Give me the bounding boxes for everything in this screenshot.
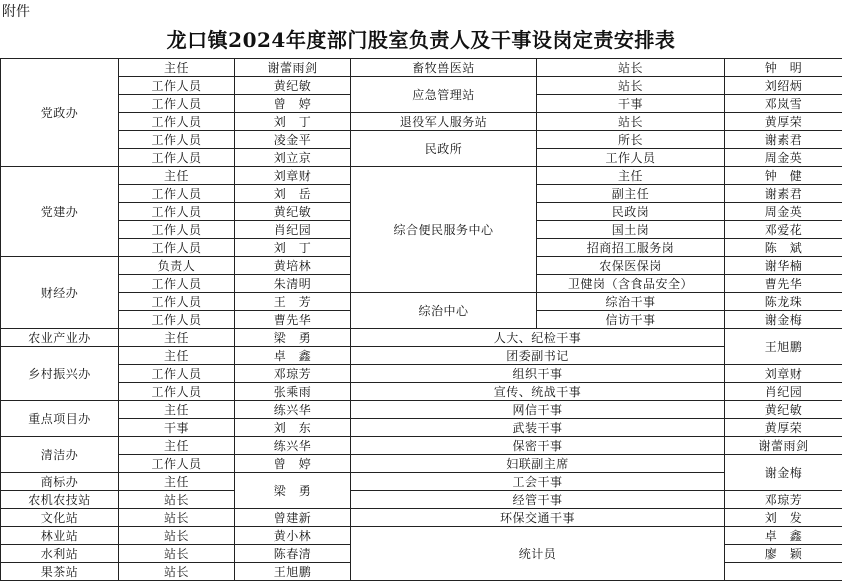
dept-cell: 水利站 bbox=[1, 545, 119, 563]
post-cell: 国土岗 bbox=[537, 221, 725, 239]
table-row bbox=[1, 131, 842, 149]
table-row bbox=[1, 59, 842, 77]
post-cell: 工会干事 bbox=[351, 473, 725, 491]
person-cell: 卓 鑫 bbox=[725, 527, 842, 545]
person-cell: 周金英 bbox=[725, 149, 842, 167]
post-cell: 综治干事 bbox=[537, 293, 725, 311]
role-cell: 站长 bbox=[119, 545, 235, 563]
person-cell: 谢华楠 bbox=[725, 257, 842, 275]
person-cell: 陈 斌 bbox=[725, 239, 842, 257]
post-cell: 保密干事 bbox=[351, 437, 725, 455]
unit-cell: 综治中心 bbox=[351, 293, 537, 329]
unit-cell: 畜牧兽医站 bbox=[351, 59, 537, 77]
post-cell: 宣传、统战干事 bbox=[351, 383, 725, 401]
person-cell bbox=[725, 563, 842, 581]
role-cell: 工作人员 bbox=[119, 275, 235, 293]
post-cell: 干事 bbox=[537, 95, 725, 113]
person-cell: 陈龙珠 bbox=[725, 293, 842, 311]
role-cell: 工作人员 bbox=[119, 383, 235, 401]
role-cell: 工作人员 bbox=[119, 185, 235, 203]
role-cell: 站长 bbox=[119, 491, 235, 509]
person-cell: 肖纪园 bbox=[235, 221, 351, 239]
role-cell: 工作人员 bbox=[119, 95, 235, 113]
person-cell: 曹先华 bbox=[725, 275, 842, 293]
table-row bbox=[1, 491, 842, 509]
role-cell: 工作人员 bbox=[119, 113, 235, 131]
person-cell: 刘 丁 bbox=[235, 113, 351, 131]
person-cell: 王旭鹏 bbox=[725, 329, 842, 365]
dept-cell: 农业产业办 bbox=[1, 329, 119, 347]
table-row bbox=[1, 329, 842, 347]
person-cell: 邓爱花 bbox=[725, 221, 842, 239]
page-title: 龙口镇2024年度部门股室负责人及干事设岗定责安排表 bbox=[0, 22, 842, 58]
post-cell: 统计员 bbox=[351, 527, 725, 581]
person-cell: 黄厚荣 bbox=[725, 419, 842, 437]
person-cell: 黄纪敏 bbox=[235, 77, 351, 95]
table-row bbox=[1, 113, 842, 131]
post-cell: 武装干事 bbox=[351, 419, 725, 437]
role-cell: 主任 bbox=[119, 347, 235, 365]
role-cell: 站长 bbox=[119, 563, 235, 581]
dept-cell: 农机农技站 bbox=[1, 491, 119, 509]
dept-cell: 党政办 bbox=[1, 59, 119, 167]
person-cell: 邓琼芳 bbox=[725, 491, 842, 509]
table-row bbox=[1, 437, 842, 455]
person-cell: 刘章财 bbox=[235, 167, 351, 185]
unit-cell: 民政所 bbox=[351, 131, 537, 167]
person-cell: 刘 东 bbox=[235, 419, 351, 437]
table-row bbox=[1, 365, 842, 383]
unit-cell: 退役军人服务站 bbox=[351, 113, 537, 131]
person-cell: 谢蕾雨剑 bbox=[235, 59, 351, 77]
person-cell: 王旭鹏 bbox=[235, 563, 351, 581]
post-cell: 招商招工服务岗 bbox=[537, 239, 725, 257]
person-cell: 谢素君 bbox=[725, 131, 842, 149]
post-cell: 卫健岗（含食品安全） bbox=[537, 275, 725, 293]
person-cell: 黄培林 bbox=[235, 257, 351, 275]
role-cell: 工作人员 bbox=[119, 239, 235, 257]
assignment-table bbox=[0, 58, 842, 581]
table-row bbox=[1, 77, 842, 95]
table-row bbox=[1, 509, 842, 527]
person-cell: 练兴华 bbox=[235, 401, 351, 419]
post-cell: 组织干事 bbox=[351, 365, 725, 383]
table-row bbox=[1, 383, 842, 401]
attachment-label: 附件 bbox=[2, 2, 30, 22]
person-cell: 肖纪园 bbox=[725, 383, 842, 401]
role-cell: 工作人员 bbox=[119, 203, 235, 221]
post-cell: 信访干事 bbox=[537, 311, 725, 329]
role-cell: 工作人员 bbox=[119, 221, 235, 239]
person-cell: 邓琼芳 bbox=[235, 365, 351, 383]
role-cell: 站长 bbox=[119, 509, 235, 527]
table-row bbox=[1, 455, 842, 473]
role-cell: 主任 bbox=[119, 167, 235, 185]
dept-cell: 果茶站 bbox=[1, 563, 119, 581]
role-cell: 工作人员 bbox=[119, 311, 235, 329]
person-cell: 张乘雨 bbox=[235, 383, 351, 401]
person-cell: 曾 婷 bbox=[235, 455, 351, 473]
person-cell: 朱清明 bbox=[235, 275, 351, 293]
person-cell: 刘 岳 bbox=[235, 185, 351, 203]
person-cell: 邓岚雪 bbox=[725, 95, 842, 113]
role-cell: 主任 bbox=[119, 329, 235, 347]
table-row bbox=[1, 401, 842, 419]
post-cell: 工作人员 bbox=[537, 149, 725, 167]
person-cell: 梁 勇 bbox=[235, 329, 351, 347]
dept-cell: 乡村振兴办 bbox=[1, 347, 119, 401]
person-cell: 王 芳 bbox=[235, 293, 351, 311]
role-cell: 主任 bbox=[119, 59, 235, 77]
dept-cell: 财经办 bbox=[1, 257, 119, 329]
person-cell: 谢金梅 bbox=[725, 311, 842, 329]
post-cell: 网信干事 bbox=[351, 401, 725, 419]
post-cell: 所长 bbox=[537, 131, 725, 149]
person-cell: 周金英 bbox=[725, 203, 842, 221]
person-cell: 谢金梅 bbox=[725, 455, 842, 491]
post-cell: 副主任 bbox=[537, 185, 725, 203]
role-cell: 工作人员 bbox=[119, 149, 235, 167]
role-cell: 工作人员 bbox=[119, 365, 235, 383]
post-cell: 站长 bbox=[537, 59, 725, 77]
post-cell: 团委副书记 bbox=[351, 347, 725, 365]
role-cell: 工作人员 bbox=[119, 455, 235, 473]
person-cell: 练兴华 bbox=[235, 437, 351, 455]
person-cell: 曾建新 bbox=[235, 509, 351, 527]
post-cell: 环保交通干事 bbox=[351, 509, 725, 527]
table-row bbox=[1, 347, 842, 365]
role-cell: 主任 bbox=[119, 473, 235, 491]
post-cell: 主任 bbox=[537, 167, 725, 185]
post-cell: 站长 bbox=[537, 113, 725, 131]
dept-cell: 林业站 bbox=[1, 527, 119, 545]
person-cell: 谢素君 bbox=[725, 185, 842, 203]
post-cell: 民政岗 bbox=[537, 203, 725, 221]
person-cell: 刘 丁 bbox=[235, 239, 351, 257]
dept-cell: 党建办 bbox=[1, 167, 119, 257]
post-cell: 站长 bbox=[537, 77, 725, 95]
table-row bbox=[1, 293, 842, 311]
person-cell: 廖 颖 bbox=[725, 545, 842, 563]
role-cell: 工作人员 bbox=[119, 77, 235, 95]
dept-cell: 商标办 bbox=[1, 473, 119, 491]
role-cell: 工作人员 bbox=[119, 293, 235, 311]
post-cell: 农保医保岗 bbox=[537, 257, 725, 275]
unit-cell: 应急管理站 bbox=[351, 77, 537, 113]
person-cell: 曾 婷 bbox=[235, 95, 351, 113]
person-cell: 黄小林 bbox=[235, 527, 351, 545]
person-cell: 钟 明 bbox=[725, 59, 842, 77]
table-row bbox=[1, 419, 842, 437]
person-cell: 刘 发 bbox=[725, 509, 842, 527]
role-cell: 工作人员 bbox=[119, 131, 235, 149]
unit-cell: 综合便民服务中心 bbox=[351, 167, 537, 293]
person-cell: 刘章财 bbox=[725, 365, 842, 383]
person-cell: 卓 鑫 bbox=[235, 347, 351, 365]
person-cell: 凌金平 bbox=[235, 131, 351, 149]
dept-cell: 清洁办 bbox=[1, 437, 119, 473]
post-cell: 妇联副主席 bbox=[351, 455, 725, 473]
role-cell: 干事 bbox=[119, 419, 235, 437]
person-cell: 黄纪敏 bbox=[725, 401, 842, 419]
post-cell: 人大、纪检干事 bbox=[351, 329, 725, 347]
person-cell: 黄厚荣 bbox=[725, 113, 842, 131]
table-row bbox=[1, 167, 842, 185]
table-row bbox=[1, 473, 842, 491]
person-cell: 黄纪敏 bbox=[235, 203, 351, 221]
person-cell: 梁 勇 bbox=[235, 473, 351, 509]
role-cell: 主任 bbox=[119, 437, 235, 455]
person-cell: 谢蕾雨剑 bbox=[725, 437, 842, 455]
person-cell: 曹先华 bbox=[235, 311, 351, 329]
role-cell: 站长 bbox=[119, 527, 235, 545]
person-cell: 钟 健 bbox=[725, 167, 842, 185]
post-cell: 经管干事 bbox=[351, 491, 725, 509]
table-row bbox=[1, 527, 842, 545]
role-cell: 负责人 bbox=[119, 257, 235, 275]
dept-cell: 重点项目办 bbox=[1, 401, 119, 437]
person-cell: 刘立京 bbox=[235, 149, 351, 167]
dept-cell: 文化站 bbox=[1, 509, 119, 527]
role-cell: 主任 bbox=[119, 401, 235, 419]
person-cell: 陈春清 bbox=[235, 545, 351, 563]
person-cell: 刘绍炳 bbox=[725, 77, 842, 95]
